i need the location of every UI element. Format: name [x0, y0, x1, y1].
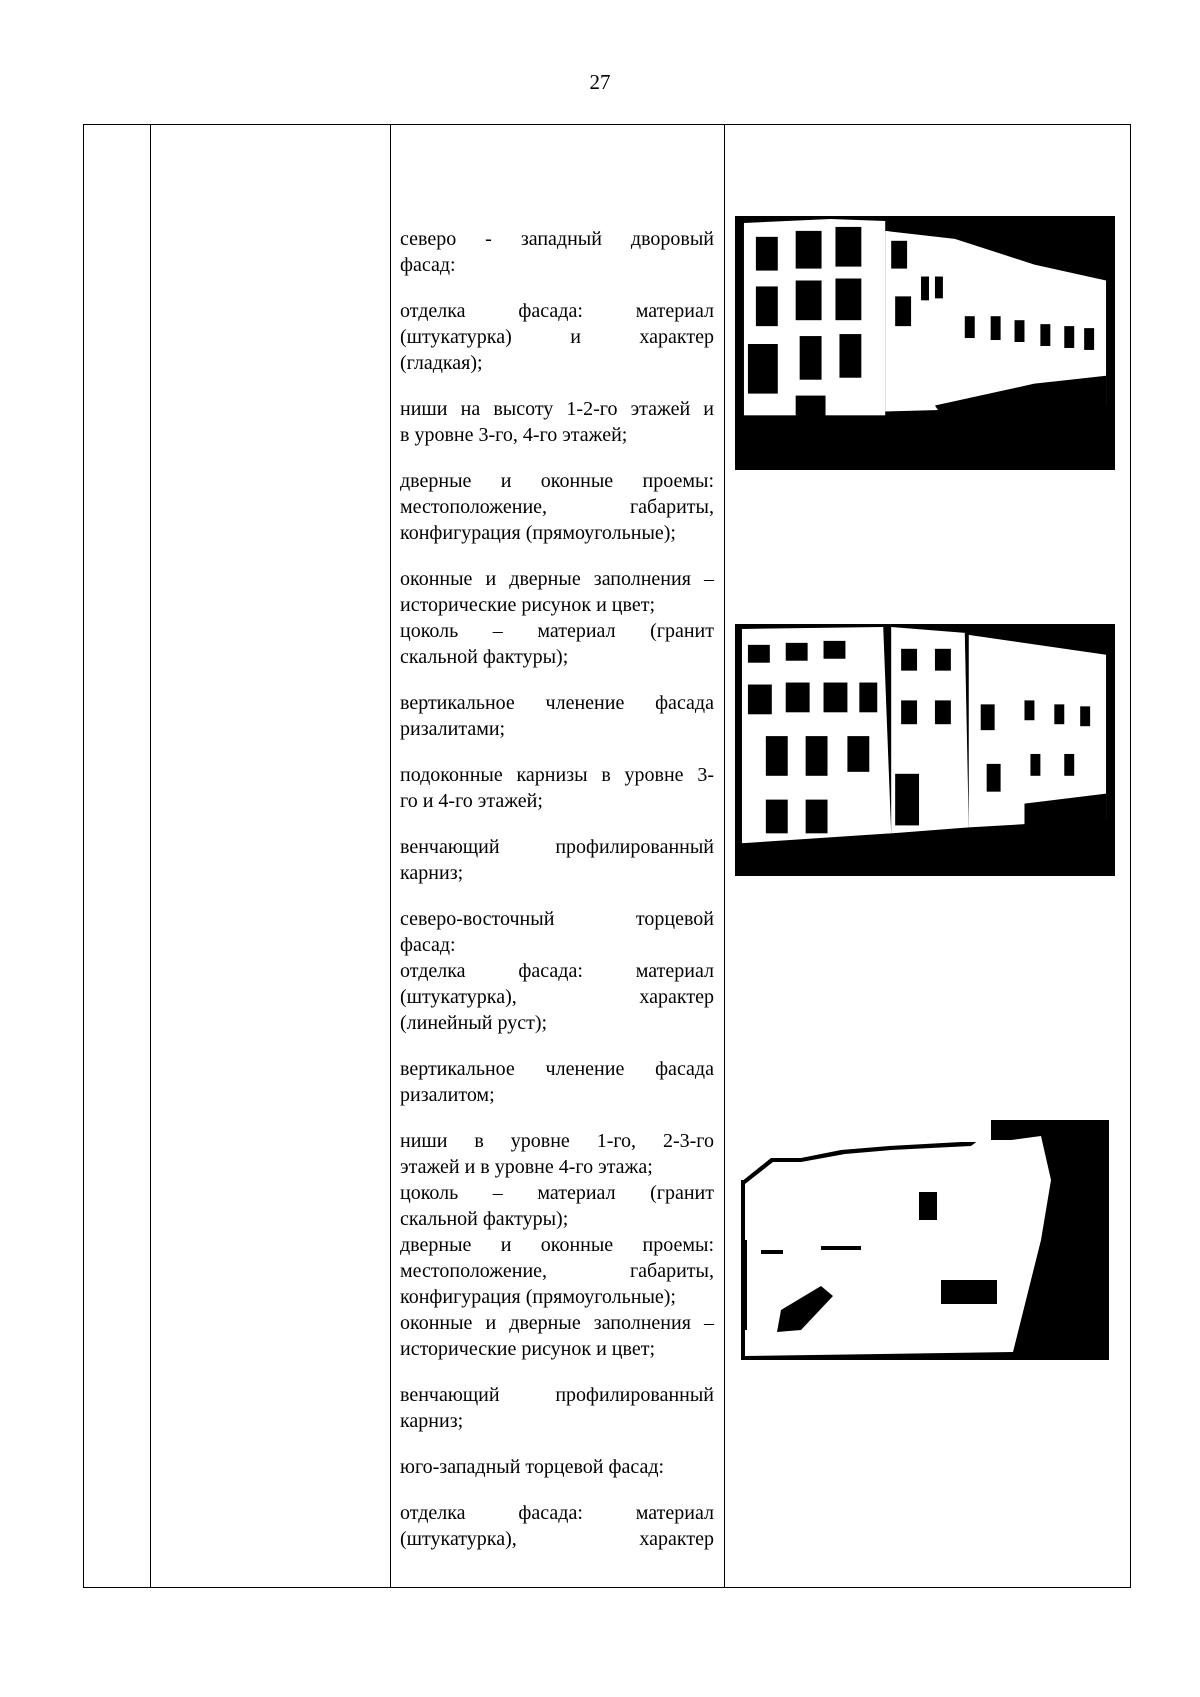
text-line: вертикальное членение фасада [400, 1058, 714, 1080]
text-line: венчающий профилированный [400, 1384, 714, 1406]
text-line: фасад: [400, 254, 456, 276]
text-line: (штукатурка), характер [400, 986, 714, 1008]
paragraph-sill-cornices [400, 762, 714, 814]
page-number: 27 [589, 70, 611, 94]
text-line: отделка фасада: материал [400, 300, 714, 322]
text-line: (линейный руст); [400, 1012, 548, 1034]
text-line: ниши на высоту 1-2-го этажей и [400, 398, 714, 420]
northwest-courtyard-facade-photo [735, 216, 1115, 470]
text-line: карниз; [400, 1410, 464, 1432]
paragraph-southwest-facade [400, 1454, 714, 1480]
text-line: венчающий профилированный [400, 836, 714, 858]
text-line: северо - западный дворовый [400, 228, 714, 250]
paragraph-crowning-cornice [400, 834, 714, 886]
text-line: скальной фактуры); [400, 1208, 569, 1230]
text-line: (штукатурка), характер [400, 1528, 714, 1550]
paragraph-fillings-plinth [400, 566, 714, 670]
text-line: конфигурация (прямоугольные); [400, 522, 676, 544]
text-line: ризалитом; [400, 1084, 495, 1106]
paragraph-vertical-division-rizalit [400, 1056, 714, 1108]
text-line: подоконные карнизы в уровне 3- [400, 764, 714, 786]
paragraph-southwest-finish [400, 1500, 714, 1552]
text-line: скальной фактуры); [400, 646, 569, 668]
text-line: дверные и оконные проемы: [400, 1234, 714, 1256]
text-line: исторические рисунок и цвет; [400, 1338, 656, 1360]
text-line: местоположение, габариты, [400, 496, 714, 518]
text-line: карниз; [400, 862, 464, 884]
paragraph-crowning-cornice-2 [400, 1382, 714, 1434]
text-line: (гладкая); [400, 352, 483, 374]
paragraph-niches [400, 396, 714, 448]
text-line: цоколь – материал (гранит [400, 1182, 714, 1204]
column-divider-1 [150, 125, 151, 1587]
text-line: вертикальное членение фасада [400, 692, 714, 714]
text-line: фасад: [400, 934, 456, 956]
paragraph-vertical-division [400, 690, 714, 742]
paragraph-niches-plinth-openings [400, 1128, 714, 1362]
column-divider-2 [390, 125, 391, 1587]
text-line: ризалитами; [400, 718, 506, 740]
text-line: дверные и оконные проемы: [400, 470, 714, 492]
text-line: оконные и дверные заполнения – [400, 1312, 714, 1334]
text-line: отделка фасада: материал [400, 960, 714, 982]
paragraph-northwest-facade [400, 226, 714, 278]
text-line: го и 4-го этажей; [400, 790, 543, 812]
paragraph-openings [400, 468, 714, 546]
text-line: юго-западный торцевой фасад: [400, 1456, 665, 1478]
text-line: исторические рисунок и цвет; [400, 594, 656, 616]
text-line: местоположение, габариты, [400, 1260, 714, 1282]
text-line: в уровне 3-го, 4-го этажей; [400, 424, 628, 446]
text-line: северо-восточный торцевой [400, 908, 714, 930]
paragraph-finish-smooth [400, 298, 714, 376]
column-divider-3 [724, 125, 725, 1587]
paragraph-northeast-facade [400, 906, 714, 1036]
northeast-end-facade-photo [741, 1120, 1109, 1360]
text-line: этажей и в уровне 4-го этажа; [400, 1156, 653, 1178]
text-line: цоколь – материал (гранит [400, 620, 714, 642]
text-line: отделка фасада: материал [400, 1502, 714, 1524]
text-line: оконные и дверные заполнения – [400, 568, 714, 590]
text-line: конфигурация (прямоугольные); [400, 1286, 676, 1308]
description-column [400, 226, 714, 1552]
courtyard-facade-rizalits-photo [735, 624, 1115, 876]
text-line: ниши в уровне 1-го, 2-3-го [400, 1130, 714, 1152]
text-line: (штукатурка) и характер [400, 326, 714, 348]
